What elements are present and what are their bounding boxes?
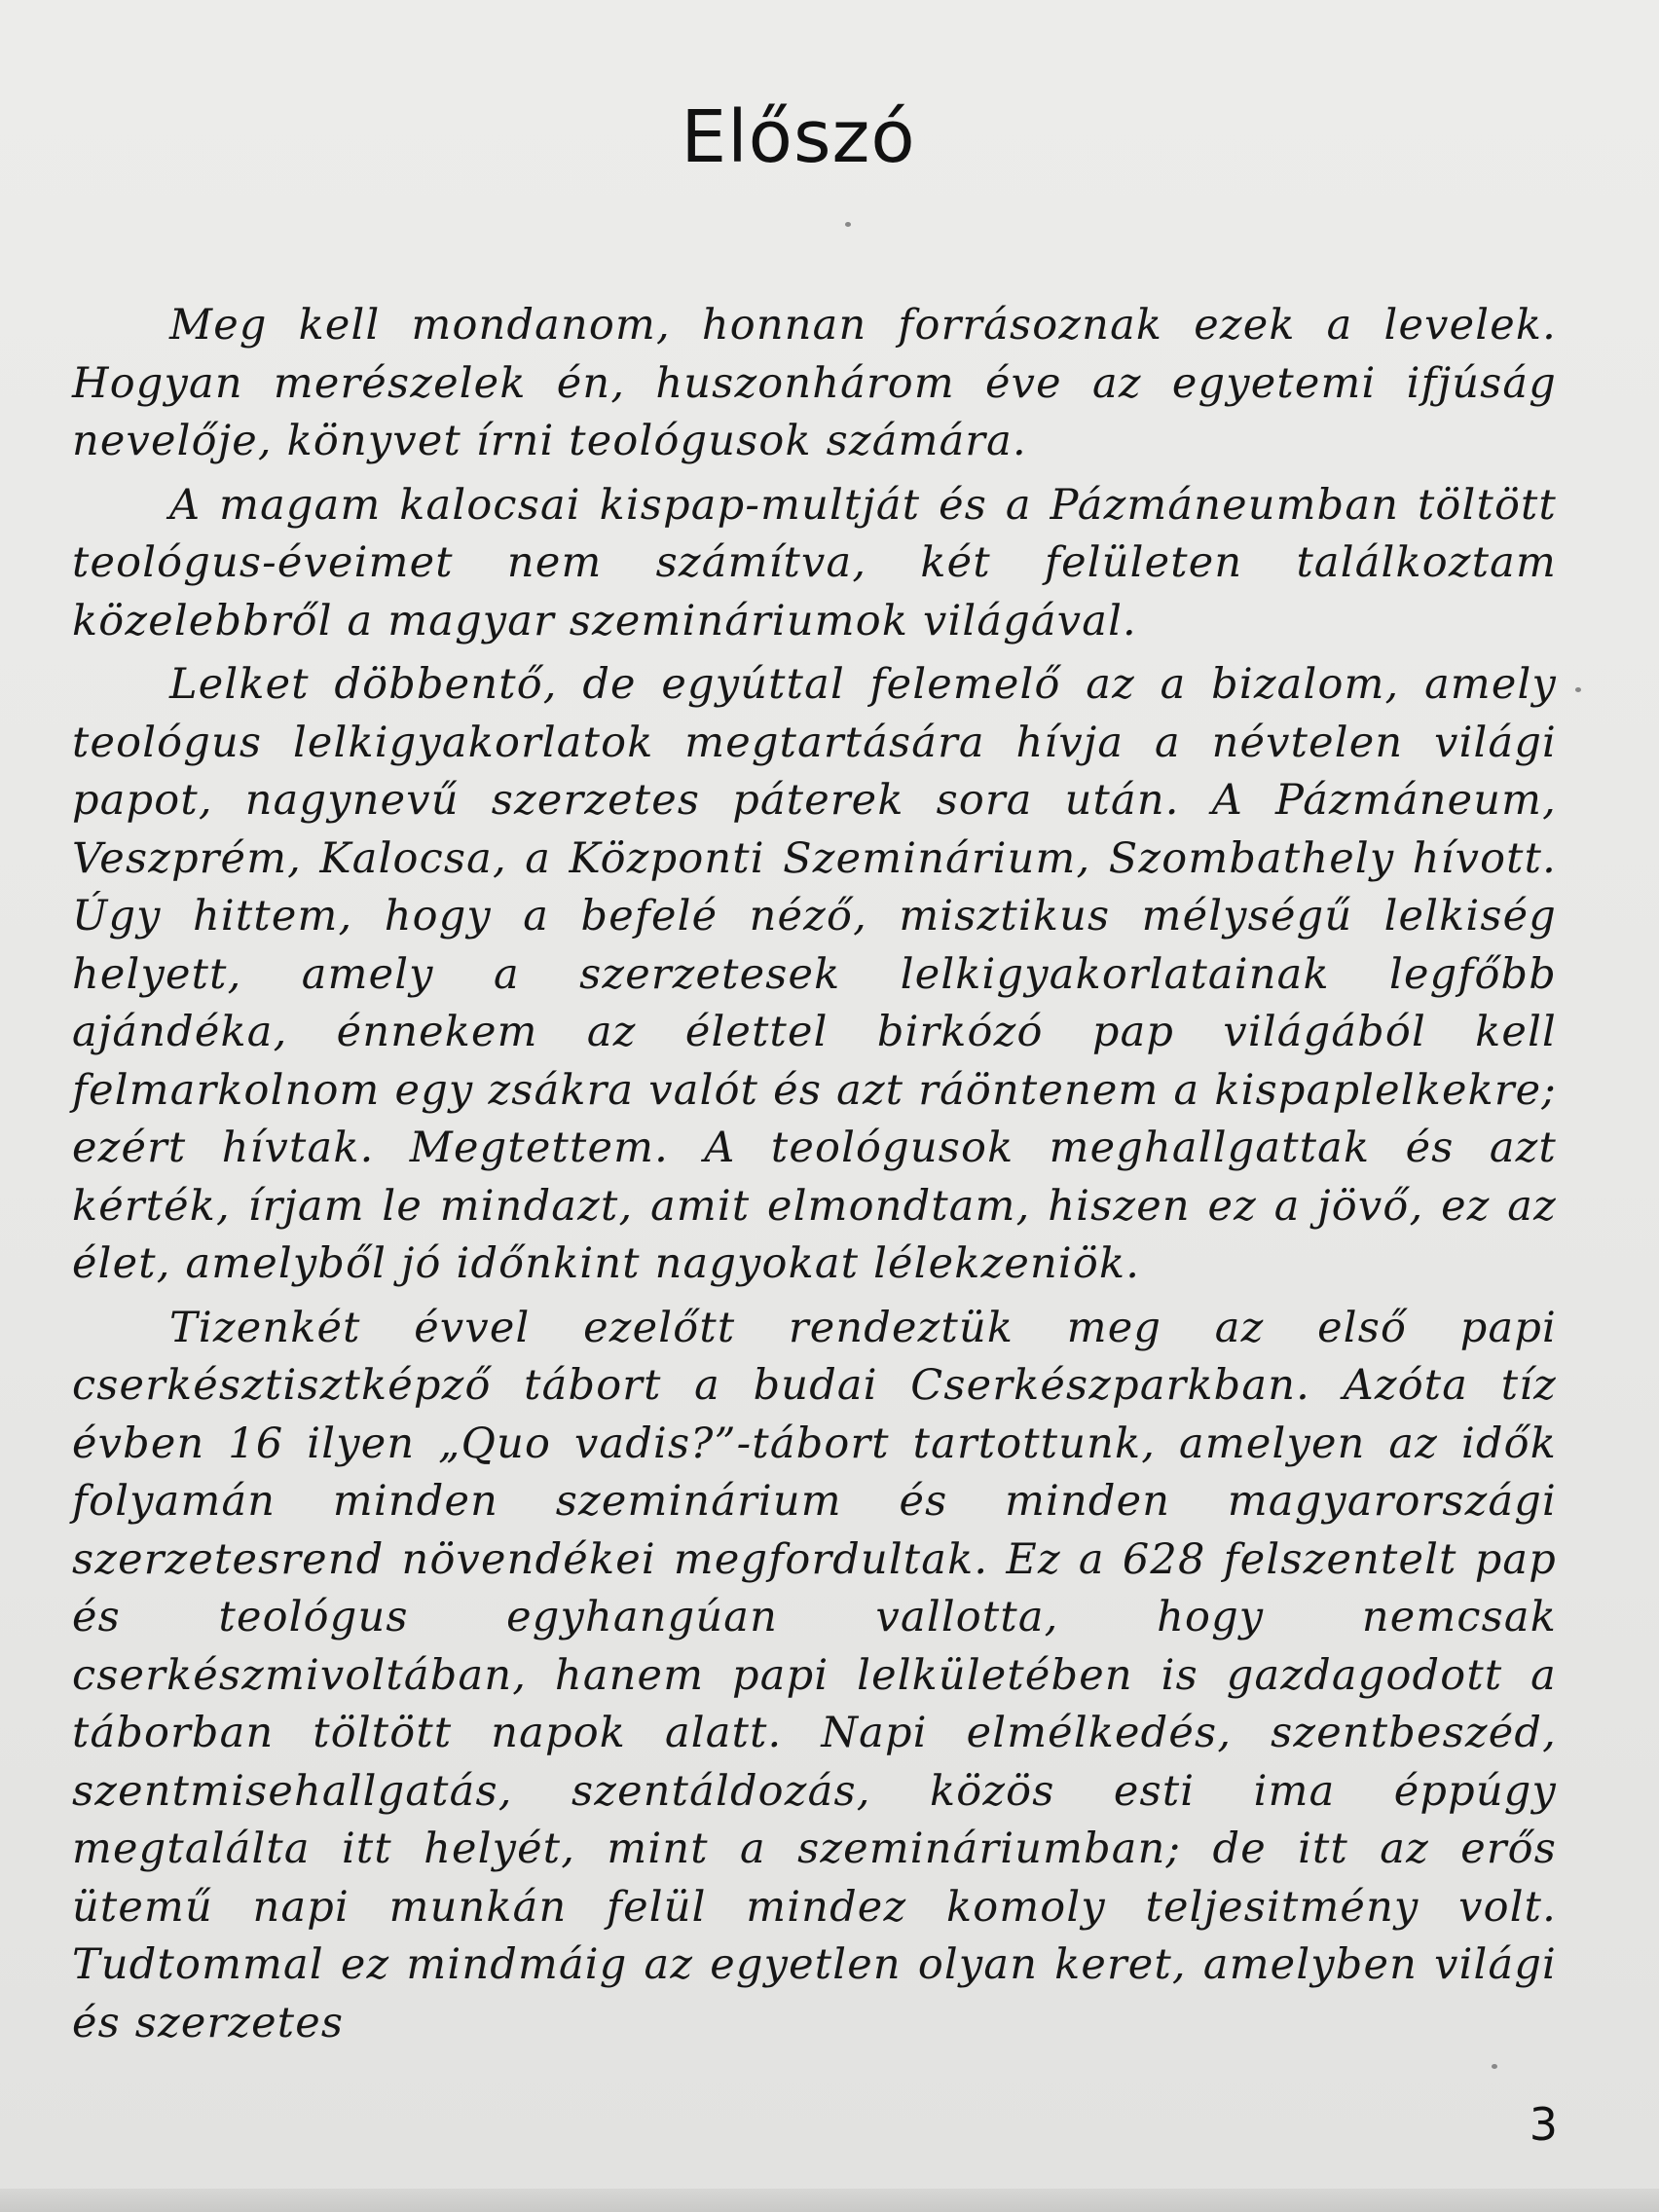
page-number: 3: [1529, 2098, 1558, 2151]
body-text: [72, 297, 1557, 2052]
dust-speck: [845, 222, 851, 227]
page-title: Előszó: [681, 95, 916, 179]
paragraph: A magam kalocsai kispap-multját és a Pázmáneumban töltött teológus-éveimet nem számítva, két felületen találkoztam közelebbről a magyar szemináriumok világával.: [72, 480, 1557, 645]
paragraph: Tizenkét évvel ezelőtt rendeztük meg az első papi cserkésztisztképző tábort a budai Cserkészparkban. Azóta tíz évben 16 ilyen „Quo vadis?”-tábort tartottunk, amelyen az idők folyamán minden szeminárium és minden magyarországi szerzetesrend növendékei megfordultak. Ez a 628 felszentelt pap és teológus egyhangúan vallotta, hogy nemcsak cserkészmivoltában, hanem papi lelkületében is gazdagodott a táborban töltött napok alatt. Napi elmélkedés, szentbeszéd, szentmisehallgatás, szentáldozás, közös esti ima éppúgy megtalálta itt helyét, mint a szemináriumban; de itt az erős ütemű napi munkán felül mindez komoly teljesitmény volt. Tudtommal ez mindmáig az egyetlen olyan keret, amelyben világi és szerzetes: [72, 1303, 1557, 2047]
paragraph: Meg kell mondanom, honnan forrásoznak ezek a levelek. Hogyan merészelek én, huszonhárom éve az egyetemi ifjúság nevelője, könyvet írni teológusok számára.: [72, 301, 1557, 465]
dust-speck: [1575, 687, 1581, 692]
dust-speck: [1492, 2064, 1497, 2069]
paragraph: Lelket döbbentő, de egyúttal felemelő az a bizalom, amely teológus lelkigyakorlatok megtartására hívja a névtelen világi papot, nagynevű szerzetes páterek sora után. A Pázmáneum, Veszprém, Kalocsa, a Központi Szeminárium, Szombathely hívott. Úgy hittem, hogy a befelé néző, misztikus mélységű lelkiség helyett, amely a szerzetesek lelkigyakorlatainak legfőbb ajándéka, énnekem az élettel birkózó pap világából kell felmarkolnom egy zsákra valót és azt ráöntenem a kispaplelkekre; ezért hívtak. Megtettem. A teológusok meghallgattak és azt kérték, írjam le mindazt, amit elmondtam, hiszen ez a jövő, ez az élet, amelyből jó időnkint nagyokat lélekzeniök.: [72, 660, 1557, 1288]
page-bottom-edge: [0, 2189, 1659, 2212]
